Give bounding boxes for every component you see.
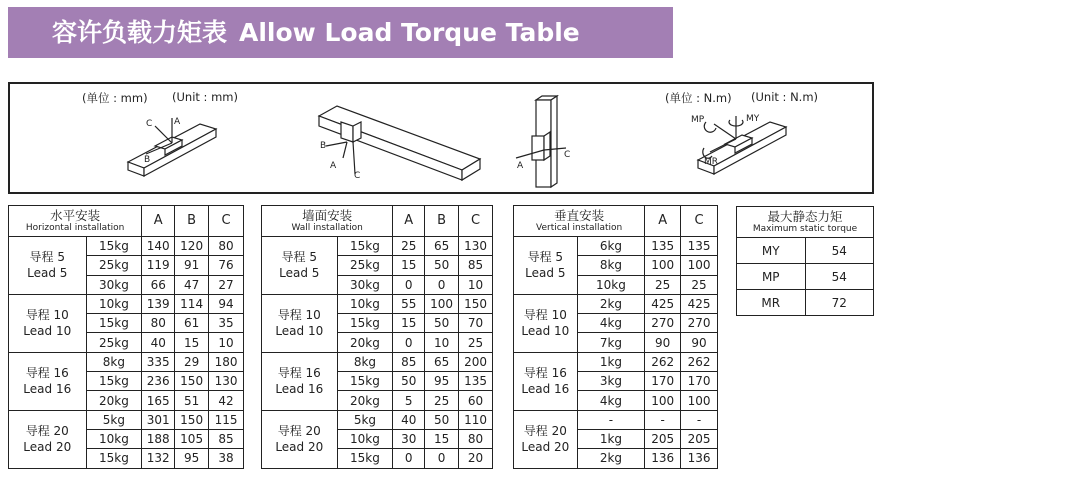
load-cell: 15kg bbox=[86, 237, 142, 256]
value-cell: 0 bbox=[393, 333, 425, 352]
value-cell: 80 bbox=[459, 429, 493, 448]
table-title-cell bbox=[514, 206, 645, 237]
load-cell: 2kg bbox=[577, 294, 645, 313]
value-cell: 85 bbox=[459, 256, 493, 275]
value-cell: 236 bbox=[142, 372, 175, 391]
load-cell: 5kg bbox=[86, 410, 142, 429]
value-cell: 25 bbox=[459, 333, 493, 352]
value-cell: 51 bbox=[175, 391, 209, 410]
load-cell: 15kg bbox=[86, 449, 142, 468]
table-row bbox=[737, 238, 874, 264]
table-row bbox=[9, 352, 244, 371]
table-row bbox=[262, 237, 493, 256]
value-cell: 135 bbox=[459, 372, 493, 391]
table-row bbox=[9, 237, 244, 256]
lead-label-zh: 导程 10 bbox=[523, 308, 567, 323]
table-header-row bbox=[9, 206, 244, 237]
load-cell: 10kg bbox=[337, 294, 393, 313]
table-row bbox=[514, 294, 718, 313]
value-cell: 110 bbox=[459, 410, 493, 429]
value-cell: 25 bbox=[645, 275, 681, 294]
title-banner bbox=[8, 7, 673, 58]
value-cell: 0 bbox=[393, 275, 425, 294]
load-cell: 15kg bbox=[337, 237, 393, 256]
torque-value-cell: 54 bbox=[805, 238, 873, 264]
value-cell: 80 bbox=[209, 237, 244, 256]
value-cell: 15 bbox=[393, 256, 425, 275]
value-cell: 100 bbox=[681, 256, 718, 275]
value-cell: 105 bbox=[175, 429, 209, 448]
value-cell: 150 bbox=[459, 294, 493, 313]
lead-label-en: Lead 5 bbox=[525, 266, 566, 281]
value-cell: 0 bbox=[425, 275, 459, 294]
load-cell: 25kg bbox=[86, 256, 142, 275]
vertical-installation-table bbox=[513, 205, 718, 469]
load-cell: 7kg bbox=[577, 333, 645, 352]
lead-group-label bbox=[262, 294, 338, 352]
lead-group-label bbox=[262, 237, 338, 295]
table-row bbox=[262, 352, 493, 371]
value-cell: 10 bbox=[459, 275, 493, 294]
table-row bbox=[262, 294, 493, 313]
torque-value-cell: 54 bbox=[805, 264, 873, 290]
lead-label-en: Lead 20 bbox=[23, 440, 72, 455]
value-cell: 136 bbox=[645, 449, 681, 468]
load-cell: 1kg bbox=[577, 429, 645, 448]
column-header-b: B bbox=[425, 206, 459, 237]
diagram-label-c: C bbox=[146, 119, 153, 129]
load-cell: 25kg bbox=[86, 333, 142, 352]
value-cell: 150 bbox=[175, 372, 209, 391]
value-cell: 5 bbox=[393, 391, 425, 410]
load-cell: 15kg bbox=[337, 449, 393, 468]
value-cell: 55 bbox=[393, 294, 425, 313]
table-header-row bbox=[262, 206, 493, 237]
lead-group-label bbox=[9, 294, 87, 352]
value-cell: 270 bbox=[681, 314, 718, 333]
value-cell: 140 bbox=[142, 237, 175, 256]
value-cell: 85 bbox=[393, 352, 425, 371]
load-cell: 25kg bbox=[337, 256, 393, 275]
horizontal-module-drawing bbox=[128, 118, 216, 176]
diagram-label-my: MY bbox=[746, 114, 760, 124]
value-cell: 130 bbox=[209, 372, 244, 391]
table-header-row bbox=[514, 206, 718, 237]
value-cell: 85 bbox=[209, 429, 244, 448]
table-title-zh: 垂直安装 bbox=[554, 207, 605, 223]
lead-group-label bbox=[514, 237, 578, 295]
value-cell: 100 bbox=[645, 256, 681, 275]
value-cell: 76 bbox=[209, 256, 244, 275]
value-cell: 0 bbox=[393, 449, 425, 468]
lead-group-label bbox=[514, 294, 578, 352]
load-cell: 15kg bbox=[86, 372, 142, 391]
value-cell: 200 bbox=[459, 352, 493, 371]
load-cell: 15kg bbox=[86, 314, 142, 333]
lead-label-zh: 导程 20 bbox=[25, 424, 69, 439]
value-cell: 50 bbox=[425, 314, 459, 333]
load-cell: 8kg bbox=[577, 256, 645, 275]
table-header-row bbox=[737, 207, 874, 238]
load-cell: 20kg bbox=[337, 391, 393, 410]
unit-label-nm-en: (Unit : N.m) bbox=[751, 90, 819, 104]
lead-label-en: Lead 5 bbox=[279, 266, 320, 281]
lead-label-zh: 导程 5 bbox=[281, 250, 317, 265]
diagram-label-c-wall: C bbox=[354, 171, 361, 181]
value-cell: 95 bbox=[175, 449, 209, 468]
lead-label-en: Lead 10 bbox=[275, 324, 324, 339]
value-cell: 100 bbox=[425, 294, 459, 313]
torque-value-cell: 72 bbox=[805, 290, 873, 316]
value-cell: 66 bbox=[142, 275, 175, 294]
diagram-label-b: B bbox=[144, 155, 151, 165]
table-title-zh: 最大静态力矩 bbox=[767, 208, 843, 224]
value-cell: 115 bbox=[209, 410, 244, 429]
lead-label-zh: 导程 5 bbox=[527, 250, 564, 265]
value-cell: 301 bbox=[142, 410, 175, 429]
load-cell: 20kg bbox=[337, 333, 393, 352]
value-cell: 15 bbox=[425, 429, 459, 448]
diagram-label-a-vertical: A bbox=[517, 161, 524, 171]
diagram-label-b-wall: B bbox=[320, 141, 327, 151]
value-cell: 100 bbox=[681, 391, 718, 410]
column-header-c: C bbox=[459, 206, 493, 237]
value-cell: 150 bbox=[175, 410, 209, 429]
value-cell: 114 bbox=[175, 294, 209, 313]
wall-installation-table bbox=[261, 205, 493, 469]
value-cell: 90 bbox=[645, 333, 681, 352]
load-cell: 30kg bbox=[337, 275, 393, 294]
diagram-label-a: A bbox=[174, 117, 181, 127]
column-header-a: A bbox=[645, 206, 681, 237]
table-body bbox=[262, 237, 493, 469]
lead-label-en: Lead 20 bbox=[275, 440, 324, 455]
load-cell: 5kg bbox=[337, 410, 393, 429]
lead-group-label bbox=[514, 352, 578, 410]
value-cell: 335 bbox=[142, 352, 175, 371]
torque-label-cell: MR bbox=[737, 290, 806, 316]
value-cell: 70 bbox=[459, 314, 493, 333]
value-cell: 47 bbox=[175, 275, 209, 294]
table-row bbox=[9, 294, 244, 313]
lead-label-zh: 导程 10 bbox=[25, 308, 69, 323]
load-cell: - bbox=[577, 410, 645, 429]
diagram-label-c-vertical: C bbox=[564, 150, 571, 160]
lead-group-label bbox=[262, 352, 338, 410]
value-cell: 170 bbox=[645, 372, 681, 391]
max-static-torque-table bbox=[736, 206, 874, 316]
unit-label-mm-en: (Unit : mm) bbox=[172, 90, 238, 104]
value-cell: 15 bbox=[393, 314, 425, 333]
column-header-a: A bbox=[393, 206, 425, 237]
value-cell: 61 bbox=[175, 314, 209, 333]
load-cell: 3kg bbox=[577, 372, 645, 391]
load-cell: 6kg bbox=[577, 237, 645, 256]
load-cell: 8kg bbox=[86, 352, 142, 371]
value-cell: 27 bbox=[209, 275, 244, 294]
diagram-label-mp: MP bbox=[691, 115, 705, 125]
value-cell: 42 bbox=[209, 391, 244, 410]
value-cell: 10 bbox=[209, 333, 244, 352]
value-cell: 90 bbox=[681, 333, 718, 352]
value-cell: 35 bbox=[209, 314, 244, 333]
table-title-cell bbox=[737, 207, 874, 238]
lead-label-zh: 导程 10 bbox=[277, 308, 321, 323]
table-row bbox=[262, 410, 493, 429]
value-cell: 50 bbox=[393, 372, 425, 391]
value-cell: 120 bbox=[175, 237, 209, 256]
value-cell: 25 bbox=[425, 391, 459, 410]
lead-label-en: Lead 10 bbox=[521, 324, 570, 339]
column-header-c: C bbox=[681, 206, 718, 237]
value-cell: 25 bbox=[393, 237, 425, 256]
table-row bbox=[514, 410, 718, 429]
lead-label-zh: 导程 5 bbox=[29, 250, 65, 265]
load-cell: 30kg bbox=[86, 275, 142, 294]
load-cell: 8kg bbox=[337, 352, 393, 371]
torque-label-cell: MY bbox=[737, 238, 806, 264]
value-cell: 205 bbox=[681, 429, 718, 448]
load-cell: 1kg bbox=[577, 352, 645, 371]
lead-label-en: Lead 5 bbox=[27, 266, 68, 281]
table-title-en: Horizontal installation bbox=[25, 222, 125, 233]
table-title-zh: 水平安装 bbox=[50, 207, 101, 223]
value-cell: 65 bbox=[425, 237, 459, 256]
lead-label-en: Lead 16 bbox=[23, 382, 72, 397]
load-cell: 15kg bbox=[337, 372, 393, 391]
lead-label-zh: 导程 20 bbox=[523, 424, 567, 439]
value-cell: 130 bbox=[459, 237, 493, 256]
lead-label-en: Lead 16 bbox=[521, 382, 570, 397]
value-cell: 170 bbox=[681, 372, 718, 391]
torque-label-cell: MP bbox=[737, 264, 806, 290]
table-title-en: Maximum static torque bbox=[752, 223, 858, 234]
diagram-label-mr: MR bbox=[704, 157, 719, 167]
value-cell: 50 bbox=[425, 256, 459, 275]
load-cell: 10kg bbox=[337, 429, 393, 448]
value-cell: 180 bbox=[209, 352, 244, 371]
value-cell: 40 bbox=[393, 410, 425, 429]
table-title-en: Vertical installation bbox=[536, 222, 623, 233]
table-row bbox=[514, 352, 718, 371]
value-cell: 188 bbox=[142, 429, 175, 448]
value-cell: 15 bbox=[175, 333, 209, 352]
value-cell: 94 bbox=[209, 294, 244, 313]
lead-label-en: Lead 20 bbox=[521, 440, 570, 455]
value-cell: 65 bbox=[425, 352, 459, 371]
wall-module-drawing bbox=[319, 106, 480, 180]
load-cell: 15kg bbox=[337, 314, 393, 333]
value-cell: 0 bbox=[425, 449, 459, 468]
value-cell: 132 bbox=[142, 449, 175, 468]
horizontal-installation-table bbox=[8, 205, 244, 469]
value-cell: 205 bbox=[645, 429, 681, 448]
lead-label-zh: 导程 20 bbox=[277, 424, 321, 439]
title-en: Allow Load Torque Table bbox=[239, 18, 580, 47]
table-body bbox=[737, 238, 874, 316]
load-cell: 2kg bbox=[577, 449, 645, 468]
load-cell: 10kg bbox=[577, 275, 645, 294]
installation-diagram-panel bbox=[8, 82, 874, 194]
lead-label-zh: 导程 16 bbox=[277, 366, 321, 381]
value-cell: 139 bbox=[142, 294, 175, 313]
value-cell: 95 bbox=[425, 372, 459, 391]
value-cell: 135 bbox=[681, 237, 718, 256]
value-cell: 135 bbox=[645, 237, 681, 256]
lead-label-en: Lead 16 bbox=[275, 382, 324, 397]
value-cell: 119 bbox=[142, 256, 175, 275]
value-cell: 262 bbox=[645, 352, 681, 371]
value-cell: 60 bbox=[459, 391, 493, 410]
column-header-a: A bbox=[142, 206, 175, 237]
value-cell: 50 bbox=[425, 410, 459, 429]
lead-label-zh: 导程 16 bbox=[523, 366, 567, 381]
value-cell: 25 bbox=[681, 275, 718, 294]
column-header-c: C bbox=[209, 206, 244, 237]
value-cell: 40 bbox=[142, 333, 175, 352]
load-cell: 10kg bbox=[86, 294, 142, 313]
value-cell: 100 bbox=[645, 391, 681, 410]
load-cell: 20kg bbox=[86, 391, 142, 410]
value-cell: 270 bbox=[645, 314, 681, 333]
table-title-cell bbox=[262, 206, 393, 237]
value-cell: 29 bbox=[175, 352, 209, 371]
unit-label-mm-zh: (单位 : mm) bbox=[82, 91, 148, 105]
value-cell: 91 bbox=[175, 256, 209, 275]
lead-group-label bbox=[9, 410, 87, 468]
installation-diagram bbox=[10, 84, 872, 192]
value-cell: 30 bbox=[393, 429, 425, 448]
value-cell: 262 bbox=[681, 352, 718, 371]
table-title-zh: 墙面安装 bbox=[302, 207, 353, 223]
table-title-cell bbox=[9, 206, 142, 237]
table-row bbox=[737, 290, 874, 316]
diagram-label-a-wall: A bbox=[330, 161, 337, 171]
value-cell: - bbox=[681, 410, 718, 429]
table-row bbox=[9, 410, 244, 429]
unit-label-nm-zh: (单位 : N.m) bbox=[665, 91, 732, 105]
load-cell: 4kg bbox=[577, 391, 645, 410]
value-cell: 136 bbox=[681, 449, 718, 468]
value-cell: - bbox=[645, 410, 681, 429]
value-cell: 165 bbox=[142, 391, 175, 410]
table-body bbox=[514, 237, 718, 469]
table-row bbox=[737, 264, 874, 290]
value-cell: 10 bbox=[425, 333, 459, 352]
lead-label-en: Lead 10 bbox=[23, 324, 72, 339]
title-zh: 容许负载力矩表 bbox=[52, 18, 228, 47]
lead-group-label bbox=[9, 237, 87, 295]
vertical-module-drawing bbox=[516, 96, 566, 187]
table-body bbox=[9, 237, 244, 469]
load-cell: 10kg bbox=[86, 429, 142, 448]
lead-group-label bbox=[514, 410, 578, 468]
value-cell: 20 bbox=[459, 449, 493, 468]
lead-label-zh: 导程 16 bbox=[25, 366, 69, 381]
lead-group-label bbox=[262, 410, 338, 468]
lead-group-label bbox=[9, 352, 87, 410]
load-cell: 4kg bbox=[577, 314, 645, 333]
value-cell: 38 bbox=[209, 449, 244, 468]
table-title-en: Wall installation bbox=[291, 222, 363, 233]
value-cell: 425 bbox=[645, 294, 681, 313]
value-cell: 80 bbox=[142, 314, 175, 333]
value-cell: 425 bbox=[681, 294, 718, 313]
table-row bbox=[514, 237, 718, 256]
column-header-b: B bbox=[175, 206, 209, 237]
